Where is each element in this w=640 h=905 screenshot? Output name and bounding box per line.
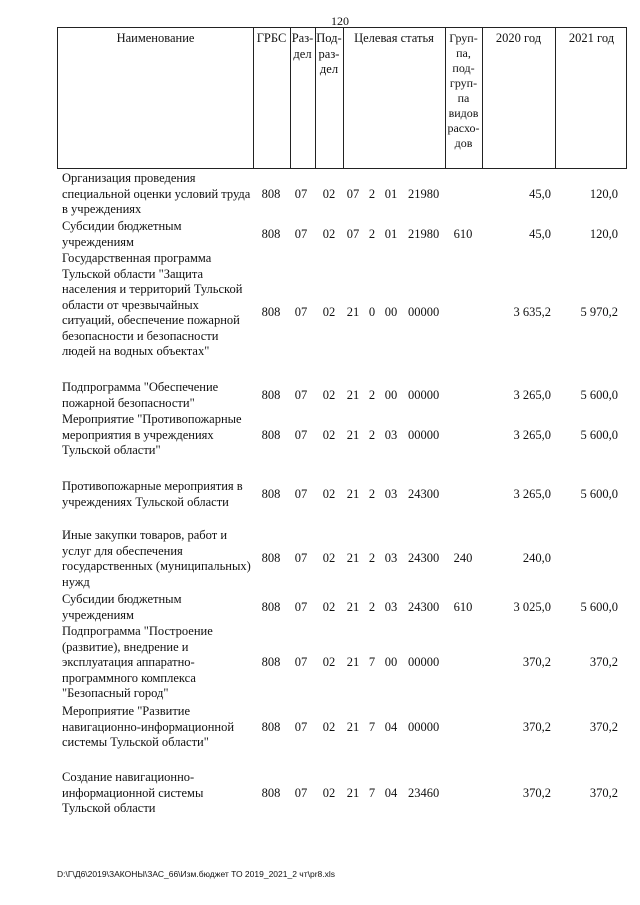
cell-razdel: 07 — [294, 387, 308, 402]
col-divider — [555, 28, 556, 168]
cell-target-code: 00000 — [408, 427, 440, 442]
cell-target-subprogram: 2 — [368, 599, 376, 614]
header-name: Наименование — [116, 31, 195, 45]
cell-name: Мероприятие "Развитие навигационно-информационной системы Тульской области" — [62, 704, 235, 749]
header-group: Груп- па, под- груп- па видов расхо- дов — [447, 31, 480, 150]
cell-2020: 3 265,0 — [513, 486, 551, 501]
cell-target-subprogram: 7 — [368, 785, 376, 800]
cell-target-subprogram: 2 — [368, 551, 376, 566]
cell-podrazdel: 02 — [322, 226, 336, 241]
cell-name: Субсидии бюджетным учреждениям — [62, 219, 182, 249]
cell-razdel: 07 — [294, 427, 308, 442]
cell-target-program: 21 — [346, 599, 360, 614]
cell-2020: 3 635,2 — [513, 305, 551, 320]
cell-target-code: 00000 — [408, 719, 440, 734]
cell-target-program: 07 — [346, 186, 360, 201]
cell-name: Противопожарные мероприятия в учреждениях Тульской области — [62, 479, 243, 509]
cell-razdel: 07 — [294, 719, 308, 734]
table-row — [0, 479, 640, 510]
cell-target-event: 00 — [384, 387, 398, 402]
col-divider — [253, 28, 254, 168]
cell-podrazdel: 02 — [322, 427, 336, 442]
cell-target-subprogram: 2 — [368, 226, 376, 241]
cell-podrazdel: 02 — [322, 186, 336, 201]
cell-podrazdel: 02 — [322, 655, 336, 669]
cell-razdel: 07 — [294, 551, 308, 566]
table-row — [0, 251, 640, 375]
cell-target-program: 21 — [346, 551, 360, 566]
cell-expense-type: 610 — [453, 226, 473, 241]
header-2021: 2021 год — [568, 31, 615, 45]
cell-target-event: 03 — [384, 486, 398, 501]
cell-name: Мероприятие "Противопожарные мероприятия в учреждениях Тульской области" — [62, 412, 242, 457]
cell-2020: 3 265,0 — [513, 387, 551, 402]
cell-2021: 5 600,0 — [580, 387, 618, 402]
cell-podrazdel: 02 — [322, 719, 336, 734]
cell-2020: 370,2 — [522, 655, 551, 669]
cell-grbs: 808 — [261, 226, 281, 241]
cell-target-event: 03 — [384, 551, 398, 566]
cell-2020: 3 025,0 — [513, 599, 551, 614]
table-row — [0, 412, 640, 459]
cell-grbs: 808 — [261, 486, 281, 501]
cell-name: Иные закупки товаров, работ и услуг для обеспечения государственных (муниципальных) нужд — [62, 528, 251, 589]
cell-target-code: 00000 — [408, 305, 440, 320]
cell-2020: 370,2 — [522, 719, 551, 734]
col-divider — [482, 28, 483, 168]
cell-name: Организация проведения специальной оценки условий труда в учреждениях — [62, 171, 251, 216]
cell-grbs: 808 — [261, 186, 281, 201]
cell-podrazdel: 02 — [322, 305, 336, 320]
cell-razdel: 07 — [294, 785, 308, 800]
cell-2021: 370,2 — [589, 655, 618, 669]
page-number: 120 — [331, 14, 349, 28]
cell-2021: 5 970,2 — [580, 305, 618, 320]
cell-grbs: 808 — [261, 785, 281, 800]
table-row — [0, 770, 640, 817]
cell-target-subprogram: 2 — [368, 186, 376, 201]
cell-target-subprogram: 2 — [368, 387, 376, 402]
cell-target-program: 21 — [346, 655, 360, 669]
cell-target-program: 21 — [346, 486, 360, 501]
cell-target-event: 03 — [384, 599, 398, 614]
cell-2020: 45,0 — [529, 226, 551, 241]
cell-podrazdel: 02 — [322, 387, 336, 402]
table-row — [0, 624, 640, 702]
table-header — [57, 27, 627, 169]
cell-target-event: 00 — [384, 305, 398, 320]
cell-2021: 5 600,0 — [580, 486, 618, 501]
cell-name: Субсидии бюджетным учреждениям — [62, 592, 182, 622]
cell-target-event: 01 — [384, 226, 398, 241]
cell-expense-type: 240 — [453, 551, 473, 566]
cell-2020: 3 265,0 — [513, 427, 551, 442]
cell-expense-type: 610 — [453, 599, 473, 614]
cell-podrazdel: 02 — [322, 599, 336, 614]
cell-target-code: 00000 — [408, 655, 440, 669]
table-row — [0, 528, 640, 590]
header-razdel: Раз- дел — [291, 31, 314, 61]
cell-2021: 120,0 — [589, 226, 618, 241]
cell-grbs: 808 — [261, 305, 281, 320]
cell-target-code: 00000 — [408, 387, 440, 402]
cell-2021: 5 600,0 — [580, 427, 618, 442]
cell-2021: 120,0 — [589, 186, 618, 201]
cell-grbs: 808 — [261, 387, 281, 402]
cell-razdel: 07 — [294, 226, 308, 241]
header-podrazdel: Под- раз- дел — [316, 31, 342, 76]
cell-target-code: 21980 — [408, 226, 440, 241]
cell-target-event: 00 — [384, 655, 398, 669]
cell-target-subprogram: 2 — [368, 486, 376, 501]
cell-target-program: 21 — [346, 719, 360, 734]
cell-target-event: 04 — [384, 785, 398, 800]
cell-grbs: 808 — [261, 551, 281, 566]
cell-razdel: 07 — [294, 305, 308, 320]
cell-podrazdel: 02 — [322, 785, 336, 800]
cell-2021: 370,2 — [589, 785, 618, 800]
cell-2020: 240,0 — [522, 551, 551, 566]
cell-target-subprogram: 7 — [368, 655, 376, 669]
cell-target-program: 21 — [346, 305, 360, 320]
cell-2020: 45,0 — [529, 186, 551, 201]
table-row — [0, 592, 640, 623]
cell-2021: 5 600,0 — [580, 599, 618, 614]
cell-grbs: 808 — [261, 655, 281, 669]
cell-razdel: 07 — [294, 486, 308, 501]
cell-name: Создание навигационно-информационной системы Тульской области — [62, 770, 204, 815]
header-target: Целевая статья — [354, 31, 434, 45]
cell-podrazdel: 02 — [322, 486, 336, 501]
cell-grbs: 808 — [261, 427, 281, 442]
cell-target-code: 24300 — [408, 551, 440, 566]
table-row — [0, 704, 640, 751]
col-divider — [343, 28, 344, 168]
cell-podrazdel: 02 — [322, 551, 336, 566]
table-row — [0, 171, 640, 218]
table-row — [0, 380, 640, 411]
cell-target-subprogram: 0 — [368, 305, 376, 320]
header-2020: 2020 год — [495, 31, 542, 45]
cell-target-program: 07 — [346, 226, 360, 241]
cell-2020: 370,2 — [522, 785, 551, 800]
cell-razdel: 07 — [294, 186, 308, 201]
cell-target-code: 24300 — [408, 486, 440, 501]
cell-name: Государственная программа Тульской области "Защита населения и территорий Тульской области от чрезвычайных ситуаций, обеспечение пожарной безопасности и безопасности людей на водных объектах" — [62, 251, 243, 358]
table-row — [0, 219, 640, 250]
cell-name: Подпрограмма "Обеспечение пожарной безопасности" — [62, 380, 219, 410]
cell-target-code: 23460 — [408, 785, 440, 800]
cell-razdel: 07 — [294, 599, 308, 614]
cell-grbs: 808 — [261, 599, 281, 614]
cell-target-code: 21980 — [408, 186, 440, 201]
header-grbs: ГРБС — [256, 31, 287, 45]
cell-target-event: 04 — [384, 719, 398, 734]
cell-target-program: 21 — [346, 427, 360, 442]
cell-target-event: 03 — [384, 427, 398, 442]
file-path-footer: D:\Г\Д6\2019\ЗАКОНЫ\ЗАС_66\Изм.бюджет ТО 2019_2021_2 чт\pr8.xls — [57, 869, 336, 879]
cell-target-code: 24300 — [408, 599, 440, 614]
cell-target-program: 21 — [346, 387, 360, 402]
cell-name: Подпрограмма "Построение (развитие), внедрение и эксплуатация аппаратно-программного комплекса "Безопасный город" — [62, 624, 213, 700]
cell-razdel: 07 — [294, 655, 308, 669]
cell-2021: 370,2 — [589, 719, 618, 734]
cell-target-event: 01 — [384, 186, 398, 201]
cell-target-subprogram: 2 — [368, 427, 376, 442]
cell-grbs: 808 — [261, 719, 281, 734]
cell-target-program: 21 — [346, 785, 360, 800]
cell-target-subprogram: 7 — [368, 719, 376, 734]
